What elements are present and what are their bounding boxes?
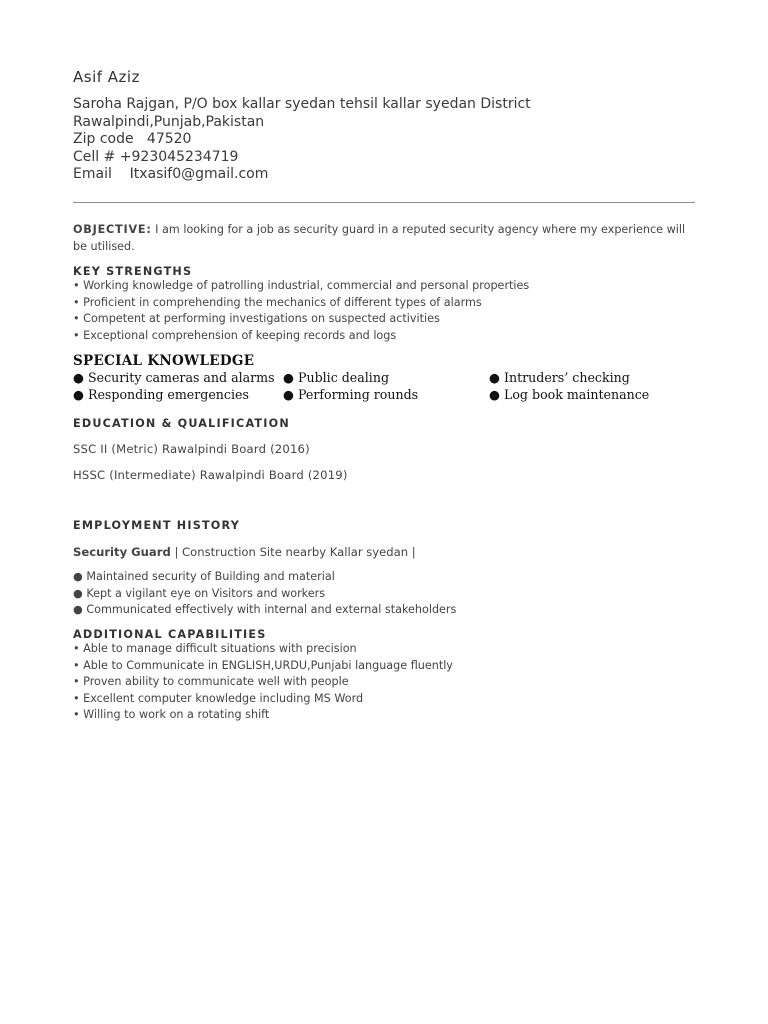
- additional-capabilities-heading: ADDITIONAL CAPABILITIES: [73, 628, 267, 641]
- education-heading: EDUCATION & QUALIFICATION: [73, 417, 290, 430]
- applicant-name: Asif Aziz: [73, 68, 140, 86]
- job-role: Security Guard: [73, 545, 171, 559]
- education-item-hssc: HSSC (Intermediate) Rawalpindi Board (2019): [73, 468, 348, 482]
- key-strengths-heading: KEY STRENGTHS: [73, 265, 193, 278]
- objective-label: OBJECTIVE:: [73, 223, 152, 236]
- list-item: • Able to Communicate in ENGLISH,URDU,Punjabi language fluently: [73, 658, 453, 672]
- list-item: ● Intruders’ checking: [489, 370, 630, 385]
- objective-text: I am looking for a job as security guard in a reputed security agency where my experience will be utilised.: [73, 223, 686, 253]
- contact-block: [73, 96, 531, 184]
- additional-capabilities-list: [73, 641, 453, 724]
- job-entry: [73, 545, 416, 559]
- special-knowledge-grid: [73, 370, 695, 403]
- education-item-ssc: SSC II (Metric) Rawalpindi Board (2016): [73, 442, 310, 456]
- objective-section: [73, 222, 695, 255]
- list-item: • Able to manage difficult situations with precision: [73, 642, 357, 655]
- job-details: | Construction Site nearby Kallar syedan |: [170, 545, 416, 559]
- list-item: • Excellent computer knowledge including MS Word: [73, 691, 364, 705]
- list-item: • Exceptional comprehension of keeping records and logs: [73, 328, 397, 342]
- list-item: ● Performing rounds: [283, 386, 419, 402]
- email-address: Email Itxasif0@gmail.com: [73, 166, 269, 183]
- list-item: ● Maintained security of Building and material: [73, 570, 335, 583]
- key-strengths-section: [73, 265, 529, 344]
- list-item: ● Security cameras and alarms: [73, 370, 275, 385]
- list-item: • Working knowledge of patrolling industrial, commercial and personal properties: [73, 279, 530, 292]
- zip-code: Zip code 47520: [73, 131, 192, 148]
- list-item: • Proficient in comprehending the mechanics of different types of alarms: [73, 295, 482, 309]
- list-item: ● Communicated effectively with internal and external stakeholders: [73, 603, 457, 616]
- special-knowledge-heading: SPECIAL KNOWLEDGE: [73, 353, 255, 369]
- cell-number: Cell # +923045234719: [73, 148, 239, 165]
- address-line-1: Saroha Rajgan, P/O box kallar syedan tehsil kallar syedan District: [73, 96, 531, 112]
- list-item: • Willing to work on a rotating shift: [73, 708, 270, 721]
- key-strengths-list: [73, 278, 529, 344]
- employment-heading: EMPLOYMENT HISTORY: [73, 519, 241, 532]
- list-item: ● Responding emergencies: [73, 386, 249, 402]
- address-line-2: Rawalpindi,Punjab,Pakistan: [73, 113, 265, 130]
- list-item: • Competent at performing investigations on suspected activities: [73, 312, 440, 325]
- list-item: ● Log book maintenance: [489, 386, 650, 402]
- employment-duties-list: [73, 569, 456, 619]
- list-item: ● Kept a vigilant eye on Visitors and workers: [73, 586, 326, 600]
- list-item: ● Public dealing: [283, 370, 390, 385]
- additional-capabilities-section: [73, 628, 453, 724]
- list-item: • Proven ability to communicate well with people: [73, 675, 349, 688]
- header-divider: [73, 202, 695, 203]
- special-knowledge-section: [73, 353, 695, 403]
